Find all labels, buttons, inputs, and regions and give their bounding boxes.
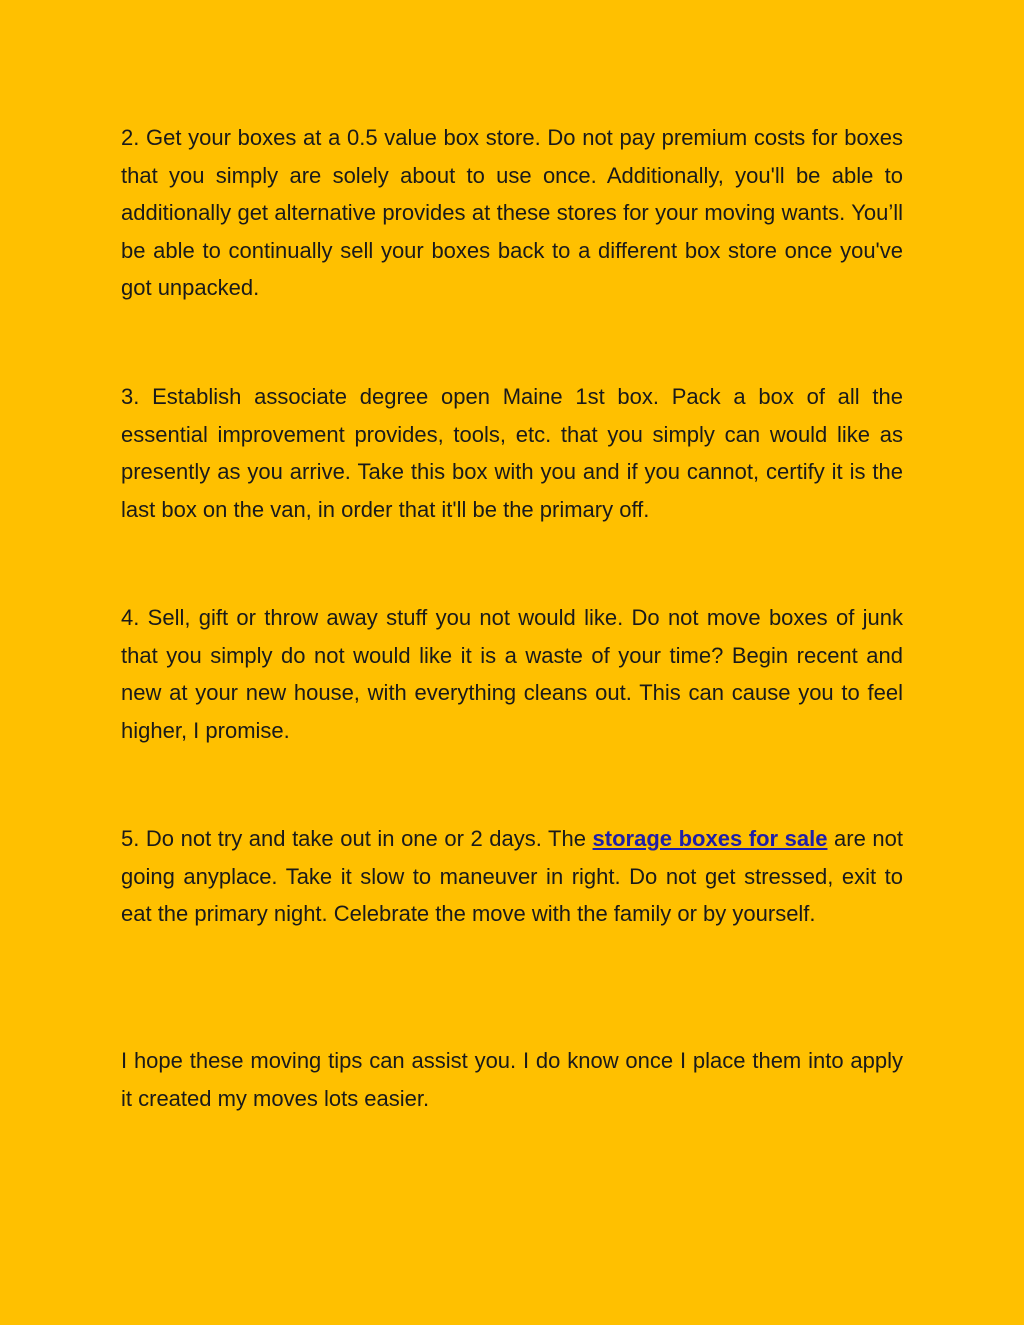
paragraph-conclusion: I hope these moving tips can assist you. I do know once I place them into apply it created my moves lots easier.: [121, 1048, 903, 1111]
paragraph-tip-5-text-before: 5. Do not try and take out in one or 2 days. The: [121, 826, 593, 851]
paragraph-tip-5-text-after: are not going anyplace. Take it slow to maneuver in right. Do not get stressed, exit to eat the primary night. Celebrate the move with the family or by yourself.: [121, 826, 903, 926]
paragraph-tip-5: [121, 820, 903, 933]
paragraph-tip-4: 4. Sell, gift or throw away stuff you not would like. Do not move boxes of junk that you simply do not would like it is a waste of your time? Begin recent and new at your new house, with everything cleans out. This can cause you to feel higher, I promise.: [121, 605, 903, 743]
paragraph-tip-3: 3. Establish associate degree open Maine 1st box. Pack a box of all the essential improvement provides, tools, etc. that you simply can would like as presently as you arrive. Take this box with you and if you cannot, certify it is the last box on the van, in order that it'll be the primary off.: [121, 384, 903, 522]
storage-boxes-link[interactable]: storage boxes for sale: [592, 826, 828, 851]
paragraph-tip-2: 2. Get your boxes at a 0.5 value box store. Do not pay premium costs for boxes that you simply are solely about to use once. Additionally, you'll be able to additionally get alternative provides at these stores for your moving wants. You’ll be able to continually sell your boxes back to a different box store once you've got unpacked.: [121, 125, 903, 300]
